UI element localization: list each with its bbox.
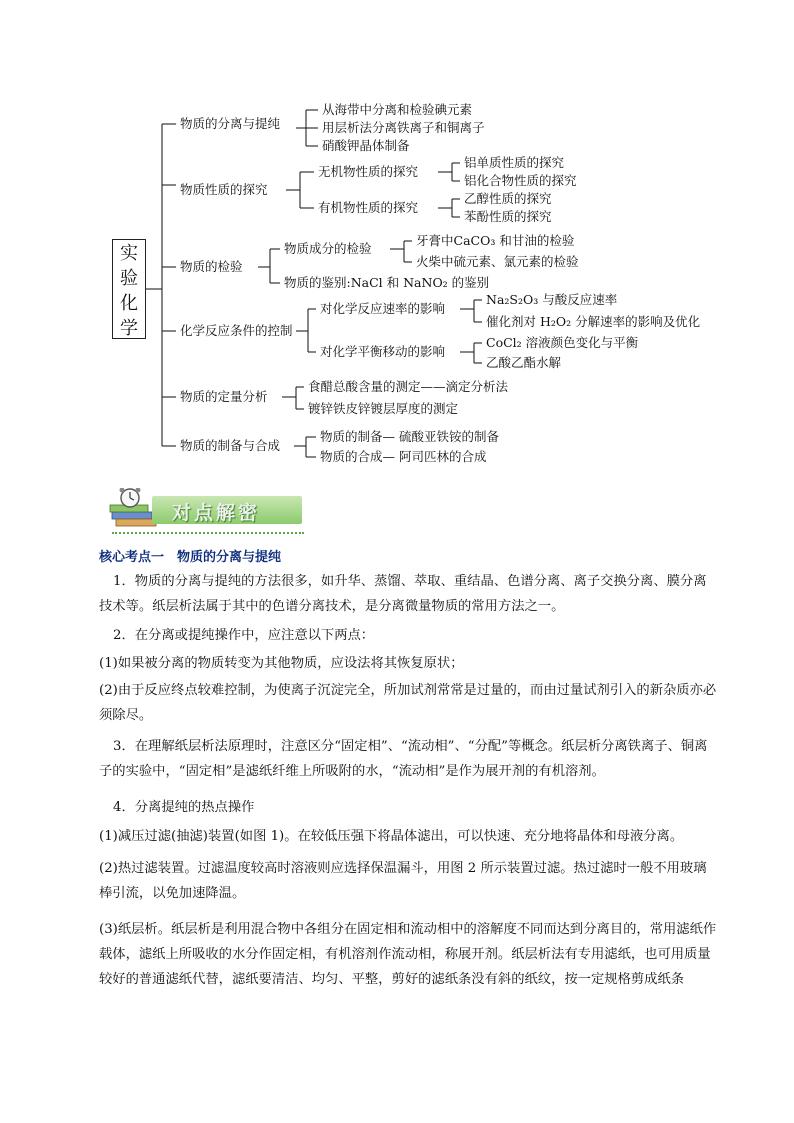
leaf-node: 火柴中硫元素、氯元素的检验 bbox=[416, 254, 579, 269]
branch-conditions: 化学反应条件的控制 bbox=[180, 323, 293, 338]
leaf-node: 用层析法分离铁离子和铜离子 bbox=[322, 120, 485, 135]
branch-separation: 物质的分离与提纯 bbox=[180, 116, 281, 131]
sub-node: 对化学反应速率的影响 bbox=[320, 301, 446, 316]
paragraph-text: (1)减压过滤(抽滤)装置(如图 1)。在较低压强下将晶体滤出，可以快速、充分地将晶体和母液分离。 bbox=[99, 829, 684, 844]
branch-properties: 物质性质的探究 bbox=[180, 182, 268, 197]
sub-node: 无机物性质的探究 bbox=[318, 164, 419, 179]
paragraph bbox=[99, 651, 719, 676]
paragraph bbox=[99, 856, 719, 906]
sub-node: 物质的鉴别:NaCl 和 NaNO₂ 的鉴别 bbox=[284, 275, 490, 290]
root-char: 实 bbox=[120, 243, 138, 264]
root-char: 学 bbox=[120, 318, 138, 339]
paragraph-text: (2)由于反应终点较难控制，为使离子沉淀完全，所加试剂常常是过量的，而由过量试剂引入的新杂质亦必须除尽。 bbox=[99, 683, 717, 723]
leaf-node: 催化剂对 H₂O₂ 分解速率的影响及优化 bbox=[486, 314, 701, 329]
paragraph bbox=[99, 678, 719, 728]
paragraph bbox=[99, 795, 719, 820]
leaf-node: 铝单质性质的探究 bbox=[464, 155, 565, 170]
sub-node: 对化学平衡移动的影响 bbox=[320, 344, 446, 359]
paragraph-text: 2．在分离或提纯操作中，应注意以下两点： bbox=[113, 628, 375, 643]
paragraph bbox=[99, 623, 719, 648]
branch-quantitative: 物质的定量分析 bbox=[180, 389, 268, 404]
leaf-node: 苯酚性质的探究 bbox=[464, 209, 552, 224]
sub-node: 有机物性质的探究 bbox=[318, 200, 419, 215]
section-banner bbox=[106, 488, 302, 528]
leaf-node: 镀锌铁皮锌镀层厚度的测定 bbox=[308, 401, 459, 416]
leaf-node: 乙酸乙酯水解 bbox=[486, 355, 562, 370]
leaf-node: Na₂S₂O₃ 与酸反应速率 bbox=[486, 292, 618, 307]
paragraph-text: (2)热过滤装置。过滤温度较高时溶液则应选择保温漏斗，用图 2 所示装置过滤。热过滤时一般不用玻璃棒引流，以免加速降温。 bbox=[99, 861, 707, 901]
paragraph-text: (3)纸层析。纸层析是利用混合物中各组分在固定相和流动相中的溶解度不同而达到分离目的，常用滤纸作载体，滤纸上所吸收的水分作固定相，有机溶剂作流动相，称展开剂。纸层析法有专用滤纸，也可用质量较好的普通滤纸代替，滤纸要清洁、均匀、平整，剪好的滤纸条没有斜的纸纹，按一定规格剪成纸条 bbox=[99, 922, 717, 987]
root-char: 化 bbox=[120, 293, 138, 314]
leaf-node: 从海带中分离和检验碘元素 bbox=[322, 102, 473, 117]
section-heading: 核心考点一 物质的分离与提纯 bbox=[99, 550, 282, 565]
paragraph bbox=[99, 569, 719, 619]
branch-synthesis: 物质的制备与合成 bbox=[180, 438, 281, 453]
paragraph bbox=[99, 734, 719, 784]
leaf-node: 牙膏中CaCO₃ 和甘油的检验 bbox=[416, 233, 575, 248]
banner-underline bbox=[112, 532, 304, 534]
leaf-node: 乙醇性质的探究 bbox=[464, 191, 552, 206]
leaf-node: 物质的制备— 硫酸亚铁铵的制备 bbox=[320, 429, 499, 444]
paragraph-text: 3．在理解纸层析法原理时，注意区分“固定相”、“流动相”、“分配”等概念。纸层析分离铁离子、铜离子的实验中，“固定相”是滤纸纤维上所吸附的水，“流动相”是作为展开剂的有机溶剂。 bbox=[99, 739, 708, 779]
paragraph-text: (1)如果被分离的物质转变为其他物质，应设法将其恢复原状； bbox=[99, 656, 464, 671]
banner-title: 对点解密 bbox=[172, 502, 261, 524]
paragraph-text: 1．物质的分离与提纯的方法很多，如升华、蒸馏、萃取、重结晶、色谱分离、离子交换分离、膜分离技术等。纸层析法属于其中的色谱分离技术，是分离微量物质的常用方法之一。 bbox=[99, 574, 707, 614]
leaf-node: 铝化合物性质的探究 bbox=[464, 173, 577, 188]
paragraph bbox=[99, 917, 719, 992]
paragraph bbox=[99, 824, 719, 849]
branch-testing: 物质的检验 bbox=[180, 259, 243, 274]
leaf-node: 硝酸钾晶体制备 bbox=[322, 138, 410, 153]
leaf-node: 物质的合成— 阿司匹林的合成 bbox=[320, 449, 487, 464]
paragraph-text: 4．分离提纯的热点操作 bbox=[113, 800, 255, 815]
root-char: 验 bbox=[120, 268, 138, 289]
sub-node: 物质成分的检验 bbox=[284, 241, 372, 256]
leaf-node: 食醋总酸含量的测定——滴定分析法 bbox=[308, 379, 509, 394]
leaf-node: CoCl₂ 溶液颜色变化与平衡 bbox=[486, 335, 639, 350]
